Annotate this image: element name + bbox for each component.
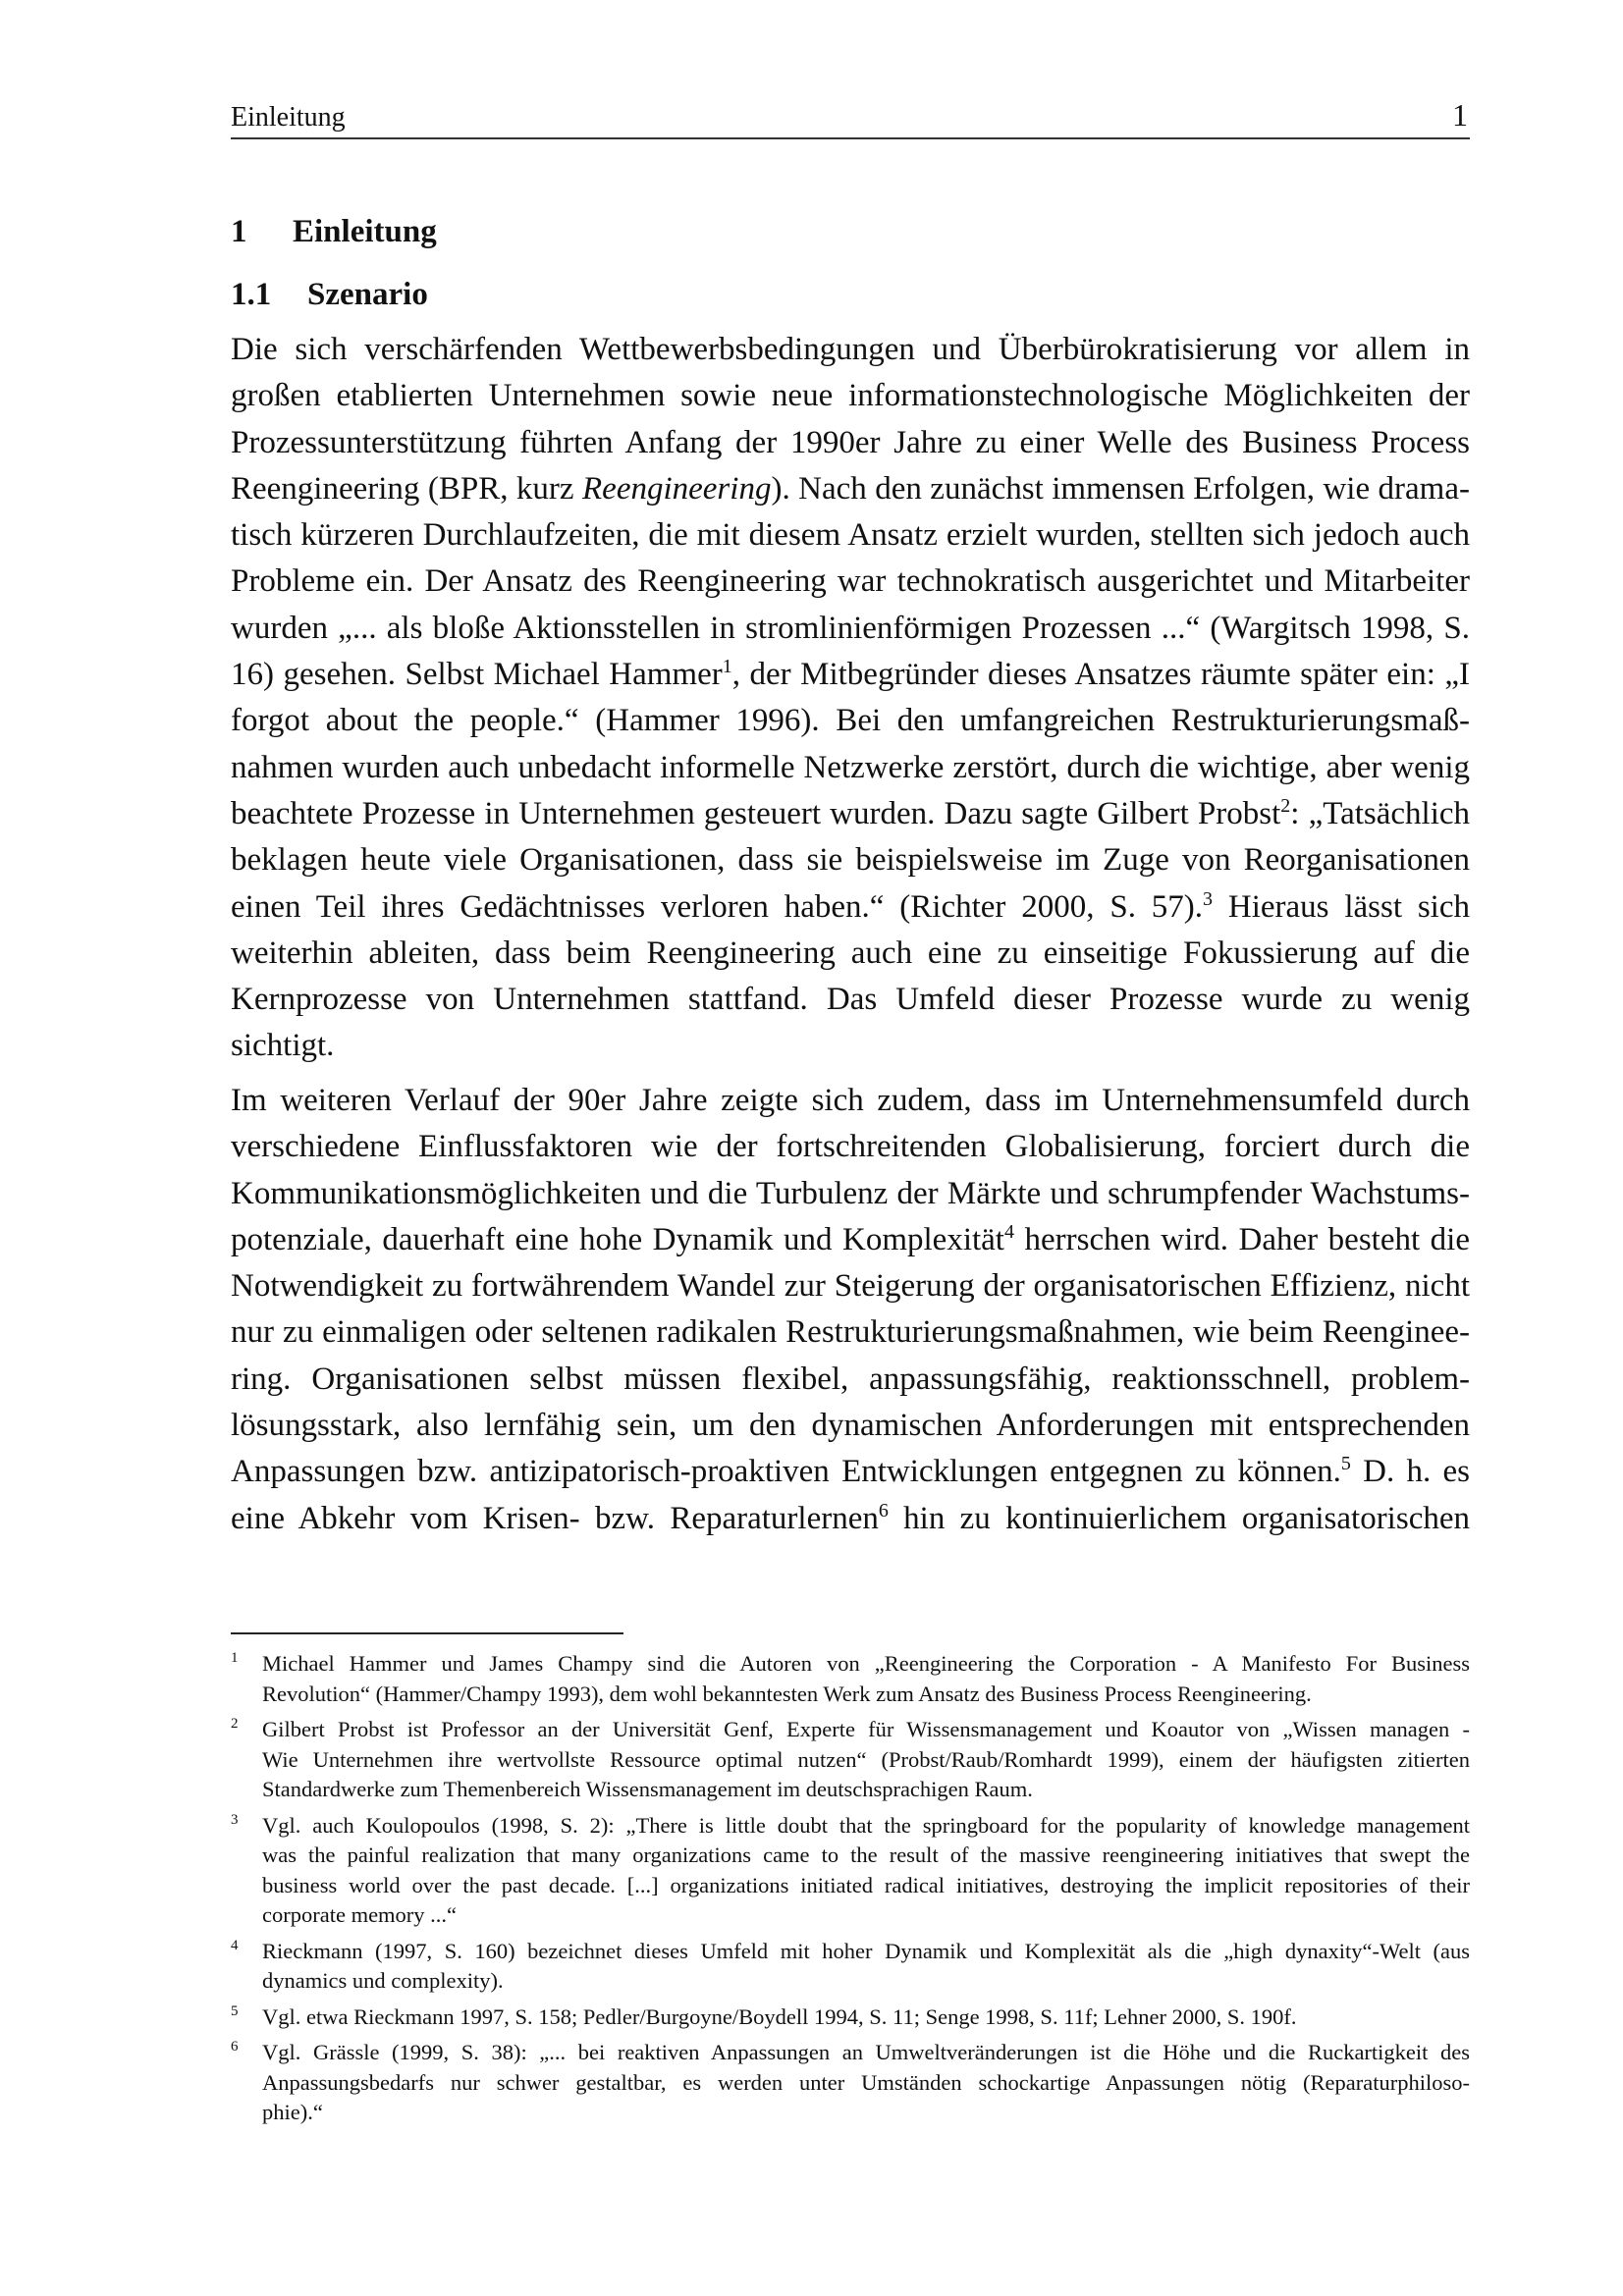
footnote-line: Gilbert Probst ist Professor an der Universität Genf, Experte für Wissensmanagement und Koautor von „Wissen managen - (262, 1717, 1470, 1741)
section-heading (231, 277, 428, 313)
text-line: verschiedene Einflussfaktoren wie der fortschreitenden Globalisierung, forciert durch die (231, 1129, 1470, 1165)
footnote-ref: 4 (1003, 1220, 1014, 1243)
footnote-6 (231, 2038, 1470, 2128)
text-line: Anpassungen bzw. antizipatorisch-proaktiven Entwicklungen entgegnen zu können.$^5$ D. h. es (231, 1453, 1470, 1490)
footnote-1 (231, 1649, 1470, 1709)
footnote-mark: 2 (231, 1716, 239, 1732)
text-line: Kommunikationsmöglichkeiten und die Turbulenz der Märkte und schrumpfender Wachstums- (231, 1175, 1470, 1211)
text-line: ring. Organisationen selbst müssen flexibel, anpassungsfähig, reaktionsschnell, problem- (231, 1361, 1470, 1397)
footnote-line: Revolution“ (Hammer/Champy 1993), dem wohl bekanntesten Werk zum Ansatz des Business Process Reengineering. (262, 1681, 1312, 1706)
text-line: Kernprozesse von Unternehmen stattfand. Das Umfeld dieser Prozesse wurde zu wenig (231, 982, 1470, 1018)
footnote-line: Rieckmann (1997, S. 160) bezeichnet dieses Umfeld mit hoher Dynamik und Komplexität als die „high dynaxity“-Welt (aus (262, 1938, 1470, 1963)
footnote-line: Vgl. Grässle (1999, S. 38): „... bei reaktiven Anpassungen an Umweltveränderungen ist die Höhe und die Ruckartigkeit des (262, 2040, 1470, 2064)
footnote-mark: 1 (231, 1650, 239, 1666)
text-line: nahmen wurden auch unbedacht informelle Netzwerke zerstört, durch die wichtige, aber wenig (231, 749, 1470, 785)
text-line: forgot about the people.“ (Hammer 1996). Bei den umfangreichen Restrukturierungsmaß- (231, 703, 1470, 739)
footnote-4 (231, 1937, 1470, 1997)
footnote-5 (231, 2002, 1470, 2033)
footnote-line: phie).“ (262, 2100, 323, 2124)
section-number: 1.1 (231, 277, 272, 312)
chapter-heading (231, 214, 437, 250)
text-line: großen etablierten Unternehmen sowie neue informationstechnologische Möglichkeiten der (231, 378, 1470, 414)
footnote-ref: 5 (1340, 1453, 1351, 1475)
text-line: beklagen heute viele Organisationen, dass sie beispielsweise im Zuge von Reorganisationen (231, 842, 1470, 879)
footnote-line: Vgl. auch Koulopoulos (1998, S. 2): „There is little doubt that the springboard for the popularity of knowledge management (262, 1812, 1470, 1838)
footnote-line: business world over the past decade. [...] organizations initiated radical initiatives, destroying the implicit repositories of their (262, 1872, 1470, 1897)
text-line: sichtigt. (231, 1028, 335, 1064)
running-title: Einleitung (231, 102, 346, 133)
footnote-3 (231, 1811, 1470, 1931)
footnote-separator (231, 1632, 623, 1634)
footnote-ref: 1 (722, 656, 732, 678)
text-line: Die sich verschärfenden Wettbewerbsbedingungen und Überbürokratisierung vor allem in (231, 332, 1470, 367)
footnote-line: corporate memory ...“ (262, 1902, 458, 1927)
text-line: lösungsstark, also lernfähig sein, um den dynamischen Anforderungen mit entsprechenden (231, 1408, 1470, 1444)
text-line: Probleme ein. Der Ansatz des Reengineering war technokratisch ausgerichtet und Mitarbeiter (231, 563, 1470, 600)
footnote-mark: 6 (231, 2039, 239, 2055)
paragraph-1 (231, 327, 1470, 1070)
footnote-mark: 5 (231, 2002, 239, 2019)
footnote-line: dynamics und complexity). (262, 1968, 504, 1993)
footnote-line: Vgl. etwa Rieckmann 1997, S. 158; Pedler/Burgoyne/Boydell 1994, S. 11; Senge 1998, S. 11f; Lehner 2000, S. 190f. (262, 2003, 1297, 2029)
text-line: Reengineering (BPR, kurz Reengineering). Nach den zunächst immensen Erfolgen, wie drama- (231, 470, 1470, 507)
text-line: einen Teil ihres Gedächtnisses verloren haben.“ (Richter 2000, S. 57).$^3$ Hieraus lässt sich (231, 887, 1470, 925)
text-line: Prozessunterstützung führten Anfang der 1990er Jahre zu einer Welle des Business Process (231, 424, 1470, 460)
footnote-line: Standardwerke zum Themenbereich Wissensmanagement im deutschsprachigen Raum. (262, 1777, 1033, 1801)
text-line: wurden „... als bloße Aktionsstellen in stromlinienförmigen Prozessen ...“ (Wargitsch 1998, S. (231, 610, 1470, 646)
footnote-line: Wie Unternehmen ihre wertvollste Ressource optimal nutzen“ (Probst/Raub/Romhardt 1999), einem der häufigsten zitierten (262, 1746, 1470, 1772)
footnote-line: was the painful realization that many organizations came to the result of the massive reengineering initiatives that swept the (262, 1842, 1470, 1867)
footnote-ref: 3 (1203, 887, 1214, 910)
text-line: tisch kürzeren Durchlaufzeiten, die mit diesem Ansatz erzielt wurden, stellten sich jedoch auch (231, 517, 1470, 554)
chapter-number: 1 (231, 214, 247, 249)
italic-term: Reengineering (582, 470, 772, 507)
footnote-ref: 2 (1280, 794, 1291, 817)
footnotes (231, 1649, 1470, 2134)
chapter-title: Einleitung (293, 214, 437, 249)
footnote-2 (231, 1715, 1470, 1805)
paragraph-2 (231, 1078, 1470, 1542)
text-line: Im weiteren Verlauf der 90er Jahre zeigte sich zudem, dass im Unternehmensumfeld durch (231, 1083, 1470, 1118)
footnote-mark: 4 (231, 1937, 239, 1953)
footnote-line: Anpassungsbedarfs nur schwer gestaltbar, es werden unter Umständen schockartige Anpassungen nötig (Reparaturphiloso- (262, 2069, 1470, 2095)
text-line: potenziale, dauerhaft eine hohe Dynamik und Komplexität$^4$ herrschen wird. Daher besteht die (231, 1220, 1470, 1257)
page-number: 1 (1452, 97, 1468, 133)
text-line: beachtete Prozesse in Unternehmen gesteuert wurden. Dazu sagte Gilbert Probst$^2$: „Tatsächlich (231, 794, 1470, 831)
text-line: Notwendigkeit zu fortwährendem Wandel zur Steigerung der organisatorischen Effizienz, nicht (231, 1268, 1470, 1305)
footnote-ref: 6 (878, 1499, 889, 1522)
text-line: 16) gesehen. Selbst Michael Hammer$^1$, der Mitbegründer dieses Ansatzes räumte später ein: „I (231, 656, 1470, 693)
footnote-mark: 3 (231, 1811, 239, 1828)
text-line: weiterhin ableiten, dass beim Reengineering auch eine zu einseitige Fokussierung auf die (231, 934, 1470, 971)
page-header (231, 98, 1470, 139)
text-line: nur zu einmaligen oder seltenen radikalen Restrukturierungsmaßnahmen, wie beim Reenginee- (231, 1314, 1470, 1351)
text-line: eine Abkehr vom Krisen- bzw. Reparaturlernen$^6$ hin zu kontinuierlichem organisatorischen (231, 1499, 1470, 1536)
footnote-line: Michael Hammer und James Champy sind die Autoren von „Reengineering the Corporation - A Manifesto For Business (262, 1651, 1470, 1676)
section-title: Szenario (307, 277, 428, 312)
